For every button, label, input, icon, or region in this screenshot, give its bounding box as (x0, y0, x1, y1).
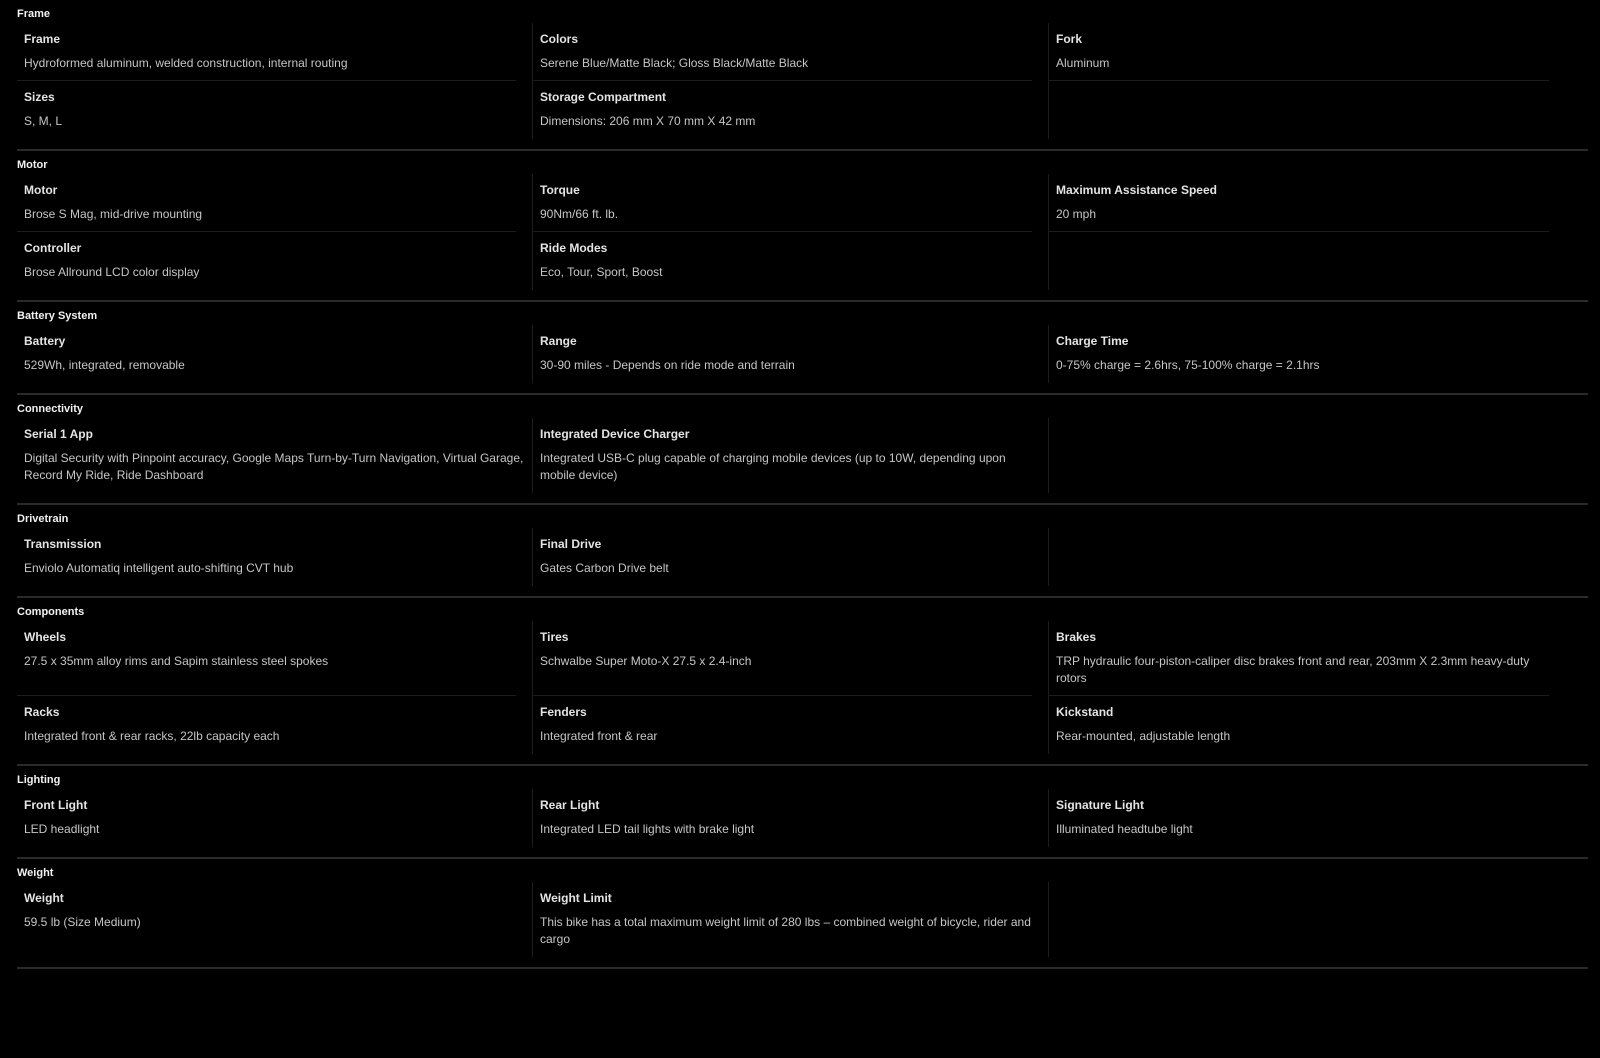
spec-item-maximum-assistance-speed (1049, 174, 1565, 232)
spec-grid (17, 621, 1588, 754)
spec-item-serial-1-app (17, 418, 533, 493)
spec-label: Motor (24, 183, 58, 197)
spec-item-range (533, 325, 1049, 383)
spec-item-empty (1049, 528, 1565, 586)
spec-label: Storage Compartment (540, 90, 667, 104)
spec-value: S, M, L (24, 114, 63, 128)
spec-section-motor (17, 151, 1588, 302)
spec-label: Torque (540, 183, 580, 197)
spec-label: Controller (24, 241, 82, 255)
spec-item-weight-limit (533, 882, 1049, 957)
spec-value: This bike has a total maximum weight limit of 280 lbs – combined weight of bicycle, rider and cargo (540, 915, 1031, 946)
spec-label: Weight (24, 891, 64, 905)
spec-item-fenders (533, 696, 1049, 754)
spec-item-frame (17, 23, 533, 81)
spec-label: Ride Modes (540, 241, 608, 255)
section-title: Lighting (17, 774, 61, 786)
spec-item-brakes (1049, 621, 1565, 696)
spec-label: Integrated Device Charger (540, 427, 690, 441)
spec-item-final-drive (533, 528, 1049, 586)
spec-value: Integrated front & rear (540, 729, 658, 743)
spec-item-battery (17, 325, 533, 383)
spec-section-weight (17, 859, 1588, 969)
spec-value: 27.5 x 35mm alloy rims and Sapim stainless steel spokes (24, 654, 329, 668)
spec-sheet (17, 0, 1588, 969)
spec-label: Colors (540, 32, 579, 46)
spec-value: 59.5 lb (Size Medium) (24, 915, 141, 929)
spec-item-empty (1049, 232, 1565, 290)
spec-value: Gates Carbon Drive belt (540, 561, 669, 575)
spec-value: Hydroformed aluminum, welded construction, internal routing (24, 56, 348, 70)
spec-label: Sizes (24, 90, 55, 104)
spec-value: Enviolo Automatiq intelligent auto-shifting CVT hub (24, 561, 294, 575)
section-title: Connectivity (17, 403, 84, 415)
spec-section-connectivity (17, 395, 1588, 505)
spec-grid (17, 174, 1588, 290)
spec-value: Integrated LED tail lights with brake light (540, 822, 755, 836)
spec-label: Weight Limit (540, 891, 612, 905)
spec-item-empty (1049, 882, 1565, 957)
spec-item-front-light (17, 789, 533, 847)
spec-label: Tires (540, 630, 569, 644)
spec-label: Final Drive (540, 537, 602, 551)
spec-item-racks (17, 696, 533, 754)
spec-label: Maximum Assistance Speed (1056, 183, 1217, 197)
spec-label: Charge Time (1056, 334, 1129, 348)
section-title: Battery System (17, 310, 98, 322)
section-title: Components (17, 606, 85, 618)
spec-label: Racks (24, 705, 60, 719)
spec-item-empty (1049, 81, 1565, 139)
spec-value: 90Nm/66 ft. lb. (540, 207, 619, 221)
spec-value: Dimensions: 206 mm X 70 mm X 42 mm (540, 114, 756, 128)
spec-label: Transmission (24, 537, 102, 551)
spec-item-wheels (17, 621, 533, 696)
spec-label: Rear Light (540, 798, 600, 812)
spec-value: Rear-mounted, adjustable length (1056, 729, 1231, 743)
spec-item-fork (1049, 23, 1565, 81)
spec-grid (17, 325, 1588, 383)
spec-item-weight (17, 882, 533, 957)
spec-value: 529Wh, integrated, removable (24, 358, 185, 372)
spec-item-torque (533, 174, 1049, 232)
spec-label: Kickstand (1056, 705, 1114, 719)
spec-value: Schwalbe Super Moto-X 27.5 x 2.4-inch (540, 654, 752, 668)
spec-section-components (17, 598, 1588, 766)
spec-grid (17, 882, 1588, 957)
spec-label: Front Light (24, 798, 88, 812)
spec-item-colors (533, 23, 1049, 81)
spec-item-controller (17, 232, 533, 290)
spec-value: Brose Allround LCD color display (24, 265, 200, 279)
spec-item-ride-modes (533, 232, 1049, 290)
spec-item-tires (533, 621, 1049, 696)
spec-label: Brakes (1056, 630, 1097, 644)
spec-item-empty (1049, 418, 1565, 493)
spec-section-battery-system (17, 302, 1588, 395)
spec-value: TRP hydraulic four-piston-caliper disc brakes front and rear, 203mm X 2.3mm heavy-duty rotors (1056, 654, 1530, 685)
spec-item-kickstand (1049, 696, 1565, 754)
spec-value: Illuminated headtube light (1056, 822, 1193, 836)
spec-value: 20 mph (1056, 207, 1097, 221)
section-title: Motor (17, 159, 48, 171)
spec-value: Serene Blue/Matte Black; Gloss Black/Matte Black (540, 56, 809, 70)
spec-value: LED headlight (24, 822, 100, 836)
spec-item-transmission (17, 528, 533, 586)
spec-section-lighting (17, 766, 1588, 859)
spec-label: Fork (1056, 32, 1083, 46)
spec-label: Battery (24, 334, 66, 348)
spec-label: Signature Light (1056, 798, 1144, 812)
spec-item-storage-compartment (533, 81, 1049, 139)
spec-label: Serial 1 App (24, 427, 93, 441)
spec-label: Fenders (540, 705, 587, 719)
spec-item-sizes (17, 81, 533, 139)
spec-value: Aluminum (1056, 56, 1110, 70)
spec-section-frame (17, 0, 1588, 151)
spec-value: Digital Security with Pinpoint accuracy, Google Maps Turn-by-Turn Navigation, Virtual Garage, Record My Ride, Ride Dashboard (24, 451, 524, 482)
spec-grid (17, 418, 1588, 493)
section-title: Drivetrain (17, 513, 69, 525)
section-title: Frame (17, 8, 51, 20)
spec-value: Brose S Mag, mid-drive mounting (24, 207, 203, 221)
spec-item-signature-light (1049, 789, 1565, 847)
spec-label: Wheels (24, 630, 67, 644)
spec-value: Eco, Tour, Sport, Boost (540, 265, 663, 279)
spec-value: Integrated front & rear racks, 22lb capacity each (24, 729, 280, 743)
spec-value: Integrated USB-C plug capable of charging mobile devices (up to 10W, depending upon mobile device) (540, 451, 1006, 482)
spec-value: 0-75% charge = 2.6hrs, 75-100% charge = 2.1hrs (1056, 358, 1320, 372)
spec-label: Frame (24, 32, 61, 46)
section-title: Weight (17, 867, 54, 879)
spec-item-integrated-device-charger (533, 418, 1049, 493)
spec-item-charge-time (1049, 325, 1565, 383)
spec-grid (17, 789, 1588, 847)
spec-item-motor (17, 174, 533, 232)
spec-section-drivetrain (17, 505, 1588, 598)
spec-value: 30-90 miles - Depends on ride mode and terrain (540, 358, 795, 372)
spec-item-rear-light (533, 789, 1049, 847)
spec-label: Range (540, 334, 577, 348)
spec-grid (17, 528, 1588, 586)
spec-grid (17, 23, 1588, 139)
